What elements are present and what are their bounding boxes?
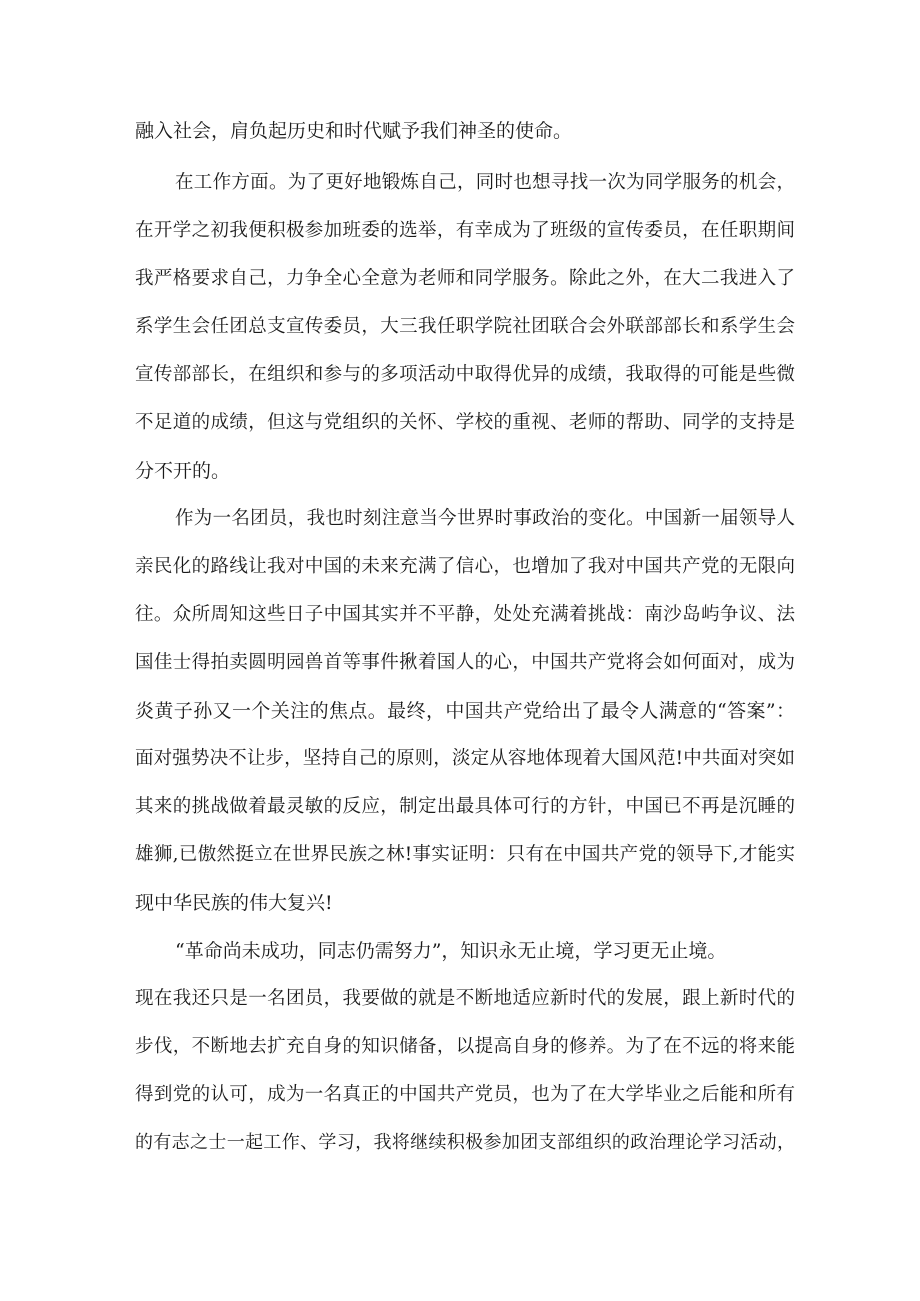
text-line: 系学生会任团总支宣传委员，大三我任职学院社团联合会外联部部长和系学生会 <box>135 316 795 337</box>
text-line: 现中华民族的伟大复兴! <box>135 892 333 914</box>
text-line: 国佳士得拍卖圆明园兽首等事件揪着国人的心，中国共产党将会如何面对，成为 <box>135 652 795 673</box>
text-line: 在开学之初我便积极参加班委的选举，有幸成为了班级的宣传委员，在任职期间 <box>135 220 795 241</box>
text-line: “革命尚未成功，同志仍需努力”，知识永无止境，学习更无止境。 <box>175 940 727 962</box>
text-line: 亲民化的路线让我对中国的未来充满了信心，也增加了我对中国共产党的无限向 <box>135 556 795 577</box>
text-line: 炎黄子孙又一个关注的焦点。最终，中国共产党给出了最令人满意的“答案”： <box>135 700 795 722</box>
text-line: 不足道的成绩，但这与党组织的关怀、学校的重视、老师的帮助、同学的支持是 <box>135 412 795 433</box>
text-line: 现在我还只是一名团员，我要做的就是不断地适应新时代的发展，跟上新时代的 <box>135 988 795 1009</box>
text-line: 我严格要求自己，力争全心全意为老师和同学服务。除此之外，在大二我进入了 <box>135 268 795 289</box>
text-line: 面对强势决不让步，坚持自己的原则，淡定从容地体现着大国风范!中共面对突如 <box>135 748 795 769</box>
text-line: 宣传部部长，在组织和参与的多项活动中取得优异的成绩，我取得的可能是些微 <box>135 364 795 385</box>
text-line: 的有志之士一起工作、学习，我将继续积极参加团支部组织的政治理论学习活动， <box>135 1132 795 1153</box>
text-line: 分不开的。 <box>135 460 231 482</box>
text-line: 往。众所周知这些日子中国其实并不平静，处处充满着挑战：南沙岛屿争议、法 <box>135 604 795 625</box>
text-line: 在工作方面。为了更好地锻炼自己，同时也想寻找一次为同学服务的机会， <box>175 172 795 193</box>
text-line: 步伐，不断地去扩充自身的知识储备，以提高自身的修养。为了在不远的将来能 <box>135 1036 795 1057</box>
text-line: 作为一名团员，我也时刻注意当今世界时事政治的变化。中国新一届领导人 <box>175 508 795 529</box>
text-line: 融入社会，肩负起历史和时代赋予我们神圣的使命。 <box>135 120 573 142</box>
text-line: 其来的挑战做着最灵敏的反应，制定出最具体可行的方针，中国已不再是沉睡的 <box>135 796 795 817</box>
text-line: 雄狮,已傲然挺立在世界民族之林!事实证明：只有在中国共产党的领导下,才能实 <box>135 844 795 865</box>
text-line: 得到党的认可，成为一名真正的中国共产党员，也为了在大学毕业之后能和所有 <box>135 1084 795 1105</box>
